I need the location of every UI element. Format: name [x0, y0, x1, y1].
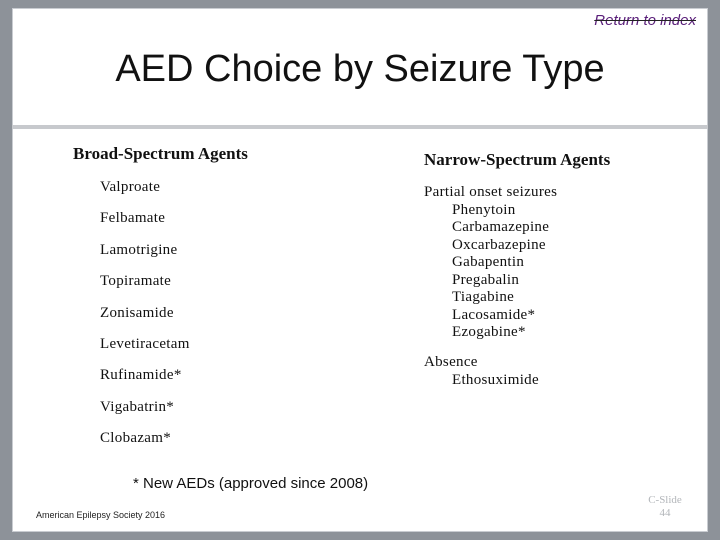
slide-label: C-Slide — [648, 494, 682, 506]
slide-number-value: 44 — [659, 507, 671, 519]
return-to-index-link[interactable]: Return to index — [594, 12, 696, 29]
list-item: Vigabatrin* — [100, 398, 175, 415]
list-item: Zonisamide — [100, 304, 174, 321]
title-divider — [12, 125, 708, 129]
broad-spectrum-heading: Broad-Spectrum Agents — [73, 144, 248, 163]
list-item: Topiramate — [100, 273, 172, 290]
partial-onset-label: Partial onset seizures — [424, 184, 558, 200]
footnote: * New AEDs (approved since 2008) — [133, 475, 369, 492]
list-item: Tiagabine — [452, 289, 515, 305]
broad-spectrum-list — [100, 178, 190, 461]
slide-number — [640, 494, 690, 520]
list-item: Lacosamide* — [452, 306, 536, 323]
credit-line: American Epilepsy Society 2016 — [36, 510, 166, 520]
slide-title: AED Choice by Seizure Type — [115, 48, 605, 90]
list-item: Valproate — [100, 179, 161, 195]
narrow-spectrum-heading: Narrow-Spectrum Agents — [424, 150, 611, 169]
list-item: Ethosuximide — [452, 371, 539, 388]
list-item: Gabapentin — [452, 254, 525, 270]
list-item: Levetiracetam — [100, 335, 190, 352]
list-item: Ezogabine* — [452, 324, 526, 340]
list-item: Lamotrigine — [100, 241, 178, 258]
absence-label: Absence — [424, 354, 478, 370]
absence-group — [424, 354, 539, 389]
list-item: Oxcarbazepine — [452, 236, 546, 253]
list-item: Felbamate — [100, 210, 166, 227]
list-item: Clobazam* — [100, 430, 172, 447]
list-item: Rufinamide* — [100, 367, 182, 384]
list-item: Carbamazepine — [452, 219, 550, 235]
partial-onset-group — [424, 184, 557, 342]
list-item: Pregabalin — [452, 271, 520, 288]
list-item: Phenytoin — [452, 201, 516, 218]
